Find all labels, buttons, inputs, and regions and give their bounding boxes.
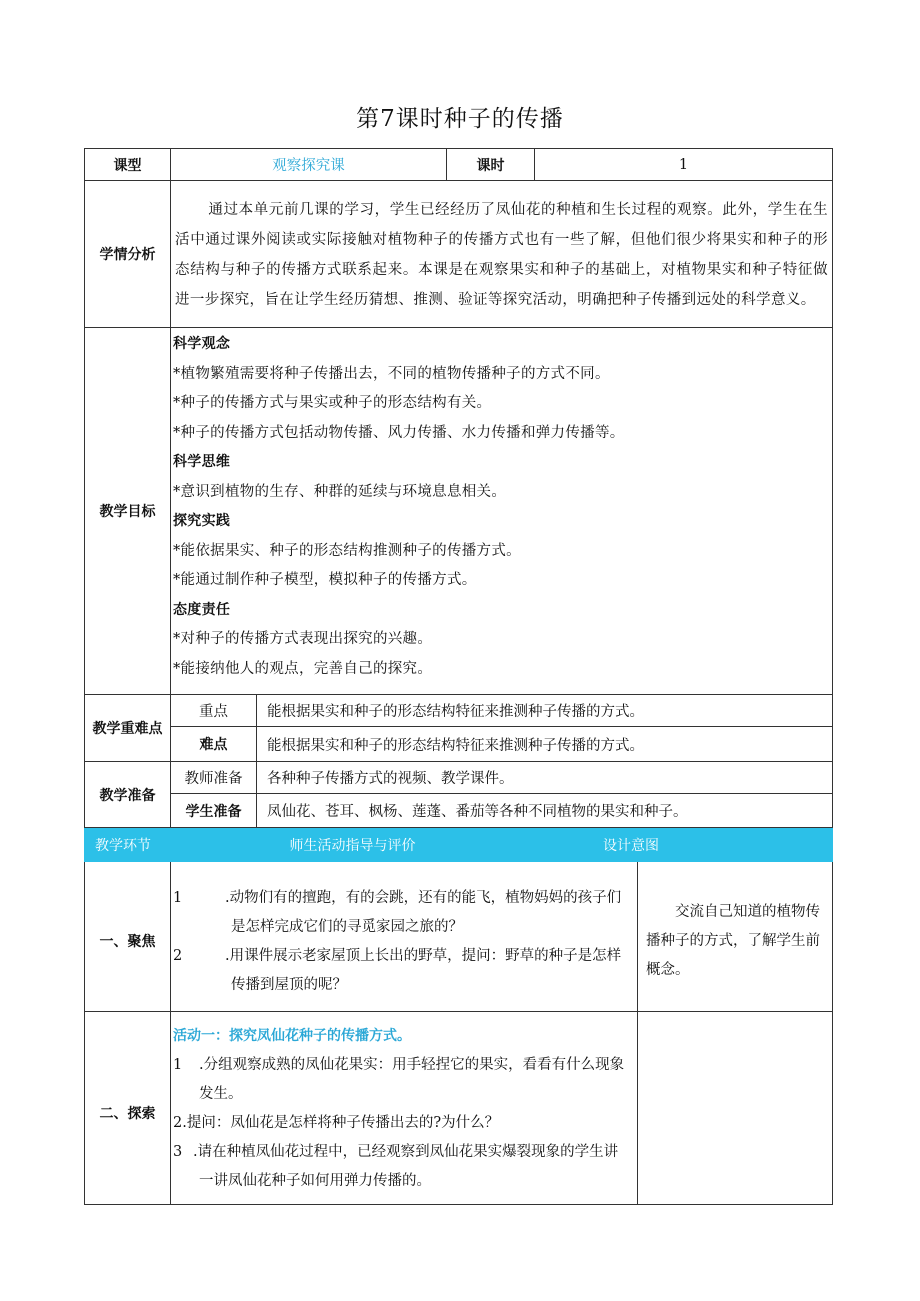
- goals-label: 教学目标: [85, 328, 171, 695]
- focus-item-1: [173, 884, 631, 942]
- item-text: .用课件展示老家屋顶上长出的野草，提问：野草的种子是怎样传播到屋顶的呢？: [225, 948, 622, 994]
- focus-label: 一、聚焦: [85, 872, 171, 1012]
- item-number: 1: [173, 1056, 183, 1073]
- item-text: .分组观察成熟的凤仙花果实：用手轻捏它的果实，看看有什么现象发生。: [199, 1056, 625, 1102]
- spacer-row: [85, 1012, 833, 1022]
- row-key-point: [85, 695, 833, 727]
- goal-item: *植物繁殖需要将种子传播出去，不同的植物传播种子的方式不同。: [173, 365, 610, 382]
- activity-heading: 活动一：探究凤仙花种子的传播方式。: [173, 1027, 411, 1044]
- teacher-prep-text: 各种种子传播方式的视频、教学课件。: [257, 762, 833, 794]
- focus-design-intent: 交流自己知道的植物传播种子的方式，了解学生前概念。: [638, 872, 833, 1012]
- student-prep-label: 学生准备: [171, 794, 257, 828]
- row-lesson-type: [85, 149, 833, 181]
- item-number: 3: [173, 1143, 183, 1160]
- row-analysis: [85, 181, 833, 328]
- goal-heading: 探究实践: [173, 513, 231, 529]
- goal-item: *能依据果实、种子的形态结构推测种子的传播方式。: [173, 542, 521, 559]
- key-point-text: 能根据果实和种子的形态结构特征来推测种子传播的方式。: [257, 695, 833, 727]
- item-text: .请在种植凤仙花过程中，已经观察到凤仙花果实爆裂现象的学生讲一讲凤仙花种子如何用弹力传播的。: [193, 1143, 619, 1189]
- explore-content: [171, 1022, 638, 1205]
- focus-content: [171, 872, 638, 1012]
- lesson-type-value: 观察探究课: [171, 149, 447, 181]
- item-number: 2: [173, 948, 183, 965]
- goal-item: *能通过制作种子模型，模拟种子的传播方式。: [173, 572, 477, 588]
- goal-item: *能接纳他人的观点，完善自己的探究。: [173, 660, 433, 677]
- goal-item: *对种子的传播方式表现出探究的兴趣。: [173, 631, 433, 647]
- explore-item-2: 2.提问：凤仙花是怎样将种子传播出去的?为什么？: [173, 1114, 500, 1131]
- row-goals: [85, 328, 833, 695]
- col-header-intent: 设计意图: [535, 828, 833, 862]
- explore-item-1: [173, 1051, 631, 1109]
- explore-design-intent: [638, 1022, 833, 1205]
- prep-label: 教学准备: [85, 762, 171, 828]
- explore-item-3: [173, 1138, 631, 1196]
- page-title: 第7课时种子的传播: [356, 106, 564, 132]
- key-label: 教学重难点: [85, 695, 171, 762]
- goal-item: *意识到植物的生存、种群的延续与环境息息相关。: [173, 483, 507, 500]
- row-student-prep: [85, 794, 833, 828]
- col-header-activity: 师生活动指导与评价: [171, 828, 535, 862]
- focus-item-2: [173, 942, 631, 1000]
- analysis-label: 学情分析: [85, 181, 171, 328]
- item-number: 1: [173, 890, 183, 907]
- lesson-plan-table: [84, 148, 833, 1205]
- row-explore: [85, 1022, 833, 1205]
- goal-item: *种子的传播方式与果实或种子的形态结构有关。: [173, 395, 492, 411]
- section-header-row: [85, 828, 833, 862]
- teacher-prep-label: 教师准备: [171, 762, 257, 794]
- difficulty-text: 能根据果实和种子的形态结构特征来推测种子传播的方式。: [257, 727, 833, 762]
- analysis-text: 通过本单元前几课的学习，学生已经经历了凤仙花的种植和生长过程的观察。此外，学生在生活中通过课外阅读或实际接触对植物种子的传播方式也有一些了解，但他们很少将果实和种子的形态结构与种子的传播方式联系起来。本课是在观察果实和种子的基础上，对植物果实和种子特征做进一步探究，旨在让学生经历猜想、推测、验证等探究活动，明确把种子传播到远处的科学意义。: [171, 181, 833, 328]
- row-difficulty: [85, 727, 833, 762]
- period-value: 1: [535, 149, 833, 181]
- row-focus: [85, 872, 833, 1012]
- student-prep-text: 凤仙花、苍耳、枫杨、莲蓬、番茄等各种不同植物的果实和种子。: [257, 794, 833, 828]
- goal-heading: 态度责任: [173, 601, 231, 618]
- key-point-label: 重点: [171, 695, 257, 727]
- item-text: .动物们有的擅跑，有的会跳，还有的能飞，植物妈妈的孩子们是怎样完成它们的寻觅家园之旅的？: [225, 890, 622, 936]
- period-label: 课时: [447, 149, 535, 181]
- row-teacher-prep: [85, 762, 833, 794]
- goal-heading: 科学观念: [173, 336, 231, 352]
- difficulty-label: 难点: [171, 727, 257, 762]
- lesson-type-label: 课型: [85, 149, 171, 181]
- goal-heading: 科学思维: [173, 454, 231, 470]
- col-header-stage: 教学环节: [85, 828, 171, 862]
- spacer-row: [85, 862, 833, 872]
- explore-label: 二、探索: [85, 1022, 171, 1205]
- goals-content: [171, 328, 833, 695]
- goal-item: *种子的传播方式包括动物传播、风力传播、水力传播和弹力传播等。: [173, 424, 625, 441]
